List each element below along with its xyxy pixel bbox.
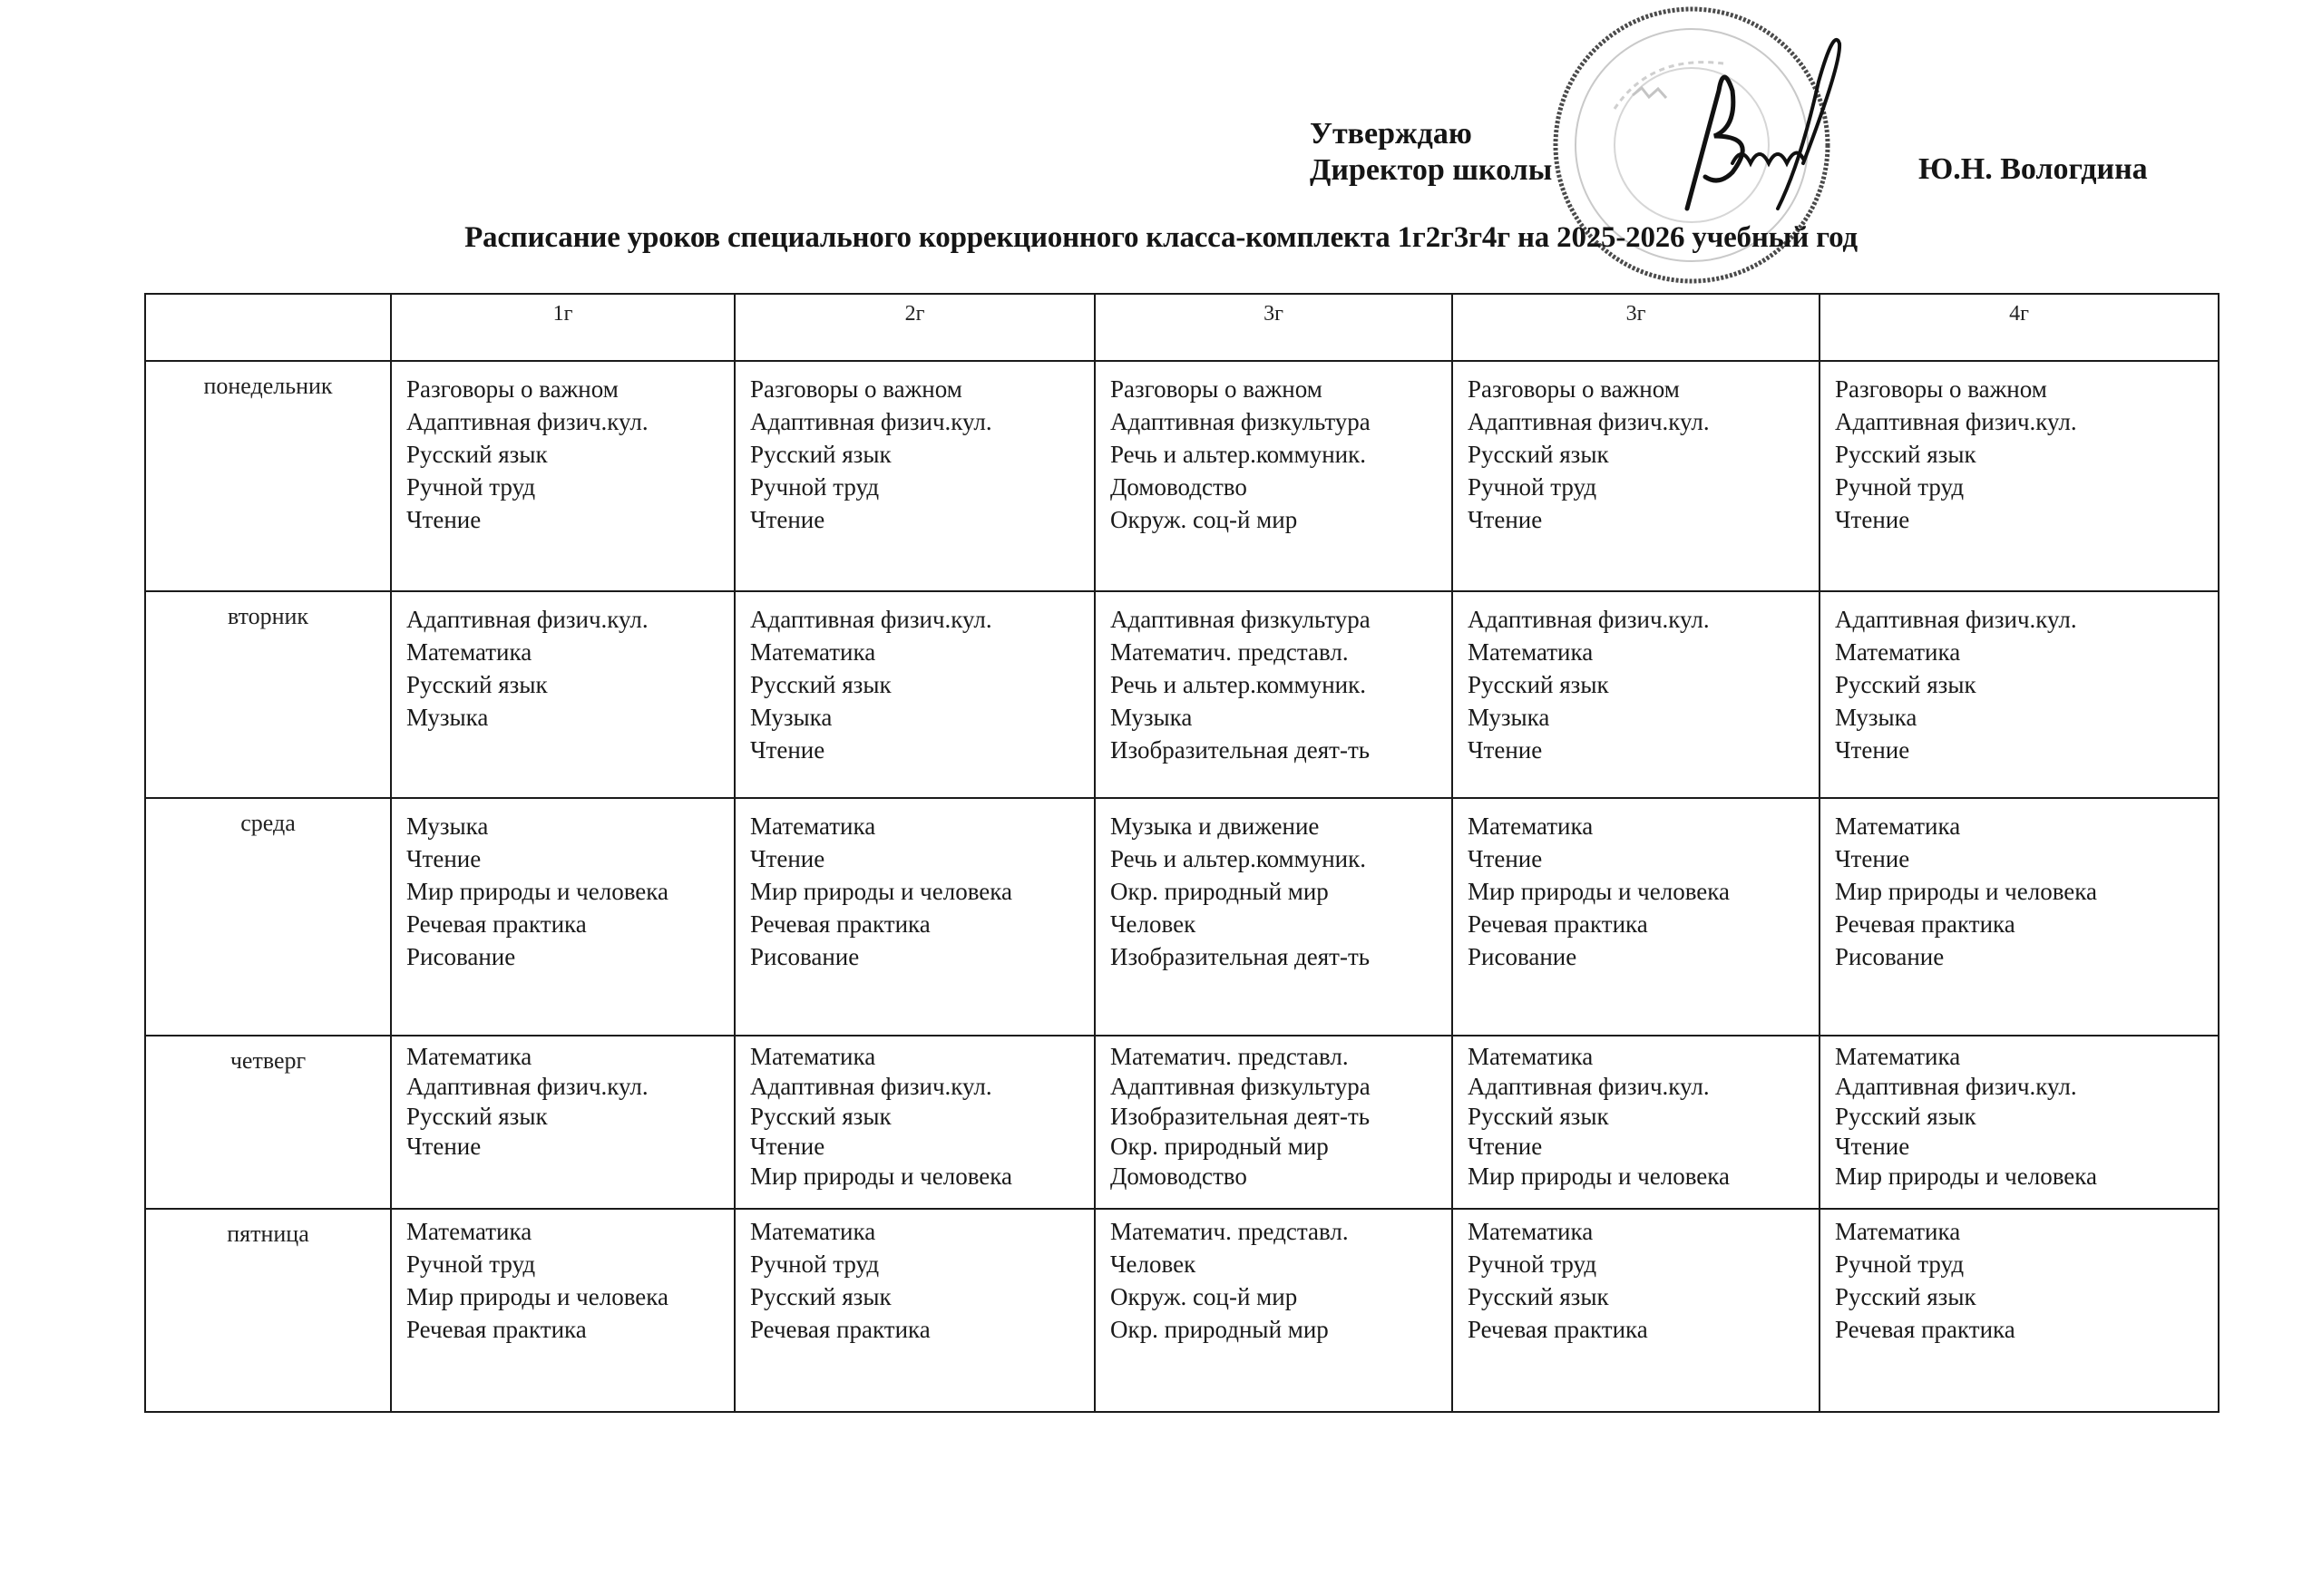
lesson-item: Музыка [406,813,489,840]
lesson-item: Адаптивная физич.кул. [1835,606,2077,633]
schedule-cell [735,591,1095,798]
lesson-item: Разговоры о важном [1468,375,1680,403]
lesson-item: Русский язык [750,671,892,698]
column-header: 3г [1095,294,1452,361]
lesson-item: Чтение [1835,1133,1910,1160]
lesson-item: Математика [1835,638,1961,666]
column-header: 3г [1452,294,1820,361]
day-label: понедельник [145,361,391,591]
schedule-cell [1820,1036,2219,1209]
lesson-item: Мир природы и человека [406,1283,668,1310]
lesson-item: Адаптивная физич.кул. [750,1073,992,1100]
schedule-cell [1095,1036,1452,1209]
lesson-item: Чтение [1835,736,1910,764]
lesson-item: Окр. природный мир [1110,1133,1329,1160]
lesson-item: Чтение [1468,506,1543,533]
lesson-item: Разговоры о важном [1110,375,1322,403]
lesson-item: Мир природы и человека [750,878,1012,905]
schedule-cell [735,798,1095,1036]
day-label: четверг [145,1036,391,1209]
lesson-item: Адаптивная физич.кул. [406,408,649,435]
table-row [145,361,2219,591]
lesson-item: Математика [750,813,876,840]
lesson-item: Музыка и движение [1110,813,1320,840]
lesson-item: Музыка [406,704,489,731]
lesson-item: Математич. представл. [1110,1218,1349,1245]
director-name: Ю.Н. Вологдина [1918,152,2148,186]
lesson-item: Адаптивная физич.кул. [1835,408,2077,435]
lesson-item: Разговоры о важном [406,375,619,403]
lesson-item: Ручной труд [750,473,880,501]
lesson-item: Окруж. соц-й мир [1110,506,1298,533]
lesson-item: Речевая практика [750,910,931,938]
schedule-cell [1095,361,1452,591]
lesson-item: Мир природы и человека [406,878,668,905]
lesson-item: Разговоры о важном [750,375,962,403]
lesson-item: Математич. представл. [1110,1043,1349,1070]
table-row [145,1209,2219,1412]
schedule-cell [391,798,735,1036]
lesson-item: Русский язык [1835,441,1976,468]
lesson-item: Музыка [750,704,833,731]
schedule-cell [391,361,735,591]
lesson-item: Человек [1110,1251,1196,1278]
schedule-cell [1095,1209,1452,1412]
lesson-item: Чтение [750,736,825,764]
schedule-cell [1452,591,1820,798]
table-row [145,591,2219,798]
schedule-cell [1452,798,1820,1036]
lesson-item: Русский язык [406,671,548,698]
schedule-cell [1095,798,1452,1036]
lesson-item: Чтение [406,506,482,533]
lesson-item: Чтение [1468,736,1543,764]
lesson-item: Чтение [1468,1133,1543,1160]
lesson-item: Окруж. соц-й мир [1110,1283,1298,1310]
lesson-item: Изобразительная деят-ть [1110,943,1371,970]
lesson-item: Русский язык [1468,441,1609,468]
lesson-item: Адаптивная физкультура [1110,408,1371,435]
lesson-item: Русский язык [1835,671,1976,698]
schedule-cell [1452,1209,1820,1412]
lesson-item: Русский язык [1468,1103,1609,1130]
lesson-item: Речевая практика [750,1316,931,1343]
table-row [145,798,2219,1036]
lesson-item: Математика [1835,1043,1961,1070]
schedule-cell [1820,798,2219,1036]
lesson-item: Адаптивная физич.кул. [1835,1073,2077,1100]
schedule-table [144,293,2220,1413]
lesson-item: Адаптивная физич.кул. [750,408,992,435]
lesson-item: Чтение [1468,845,1543,872]
lesson-item: Разговоры о важном [1835,375,2047,403]
lesson-item: Домоводство [1110,473,1247,501]
lesson-item: Рисование [750,943,860,970]
lesson-item: Чтение [1835,845,1910,872]
lesson-item: Изобразительная деят-ть [1110,736,1371,764]
director-label: Директор школы [1310,153,1553,187]
lesson-item: Музыка [1110,704,1193,731]
lesson-item: Речевая практика [1835,1316,2015,1343]
lesson-item: Чтение [1835,506,1910,533]
lesson-item: Речевая практика [1468,1316,1648,1343]
day-label: вторник [145,591,391,798]
schedule-cell [1452,1036,1820,1209]
corner-cell [145,294,391,361]
lesson-item: Речевая практика [1468,910,1648,938]
lesson-item: Музыка [1835,704,1917,731]
lesson-item: Речь и альтер.коммуник. [1110,845,1366,872]
lesson-item: Адаптивная физкультура [1110,1073,1371,1100]
schedule-cell [735,361,1095,591]
lesson-item: Ручной труд [406,473,536,501]
schedule-cell [735,1209,1095,1412]
lesson-item: Ручной труд [1468,473,1597,501]
lesson-item: Математика [406,638,532,666]
lesson-item: Рисование [1835,943,1945,970]
lesson-item: Математика [406,1218,532,1245]
day-label: среда [145,798,391,1036]
lesson-item: Адаптивная физич.кул. [1468,606,1710,633]
lesson-item: Мир природы и человека [1835,878,2097,905]
lesson-item: Ручной труд [1835,1251,1965,1278]
schedule-cell [391,1036,735,1209]
lesson-item: Ручной труд [750,1251,880,1278]
day-label: пятница [145,1209,391,1412]
lesson-item: Мир природы и человека [750,1163,1012,1190]
lesson-item: Речь и альтер.коммуник. [1110,441,1366,468]
document-title: Расписание уроков специального коррекционного класса-комплекта 1г2г3г4г на 2025-2026 учебный год [464,221,1858,254]
lesson-item: Окр. природный мир [1110,1316,1329,1343]
lesson-item: Адаптивная физич.кул. [406,606,649,633]
lesson-item: Математика [750,1043,876,1070]
lesson-item: Русский язык [750,441,892,468]
lesson-item: Математика [750,1218,876,1245]
column-header: 1г [391,294,735,361]
schedule-cell [1820,361,2219,591]
lesson-item: Адаптивная физич.кул. [750,606,992,633]
lesson-item: Адаптивная физич.кул. [1468,408,1710,435]
lesson-item: Чтение [750,1133,825,1160]
lesson-item: Математика [1835,1218,1961,1245]
lesson-item: Чтение [406,1133,482,1160]
lesson-item: Русский язык [406,441,548,468]
lesson-item: Математика [406,1043,532,1070]
lesson-item: Математика [750,638,876,666]
lesson-item: Рисование [1468,943,1577,970]
lesson-item: Русский язык [750,1103,892,1130]
lesson-item: Ручной труд [1835,473,1965,501]
schedule-cell [1820,591,2219,798]
lesson-item: Математика [1468,813,1594,840]
lesson-item: Ручной труд [406,1251,536,1278]
handwritten-signature-icon [1633,27,1850,218]
lesson-item: Чтение [750,845,825,872]
schedule-cell [1820,1209,2219,1412]
lesson-item: Математика [1468,638,1594,666]
lesson-item: Математич. представл. [1110,638,1349,666]
lesson-item: Русский язык [1835,1103,1976,1130]
schedule-cell [391,1209,735,1412]
lesson-item: Музыка [1468,704,1550,731]
lesson-item: Адаптивная физкультура [1110,606,1371,633]
lesson-item: Речевая практика [1835,910,2015,938]
column-header: 2г [735,294,1095,361]
column-header: 4г [1820,294,2219,361]
lesson-item: Мир природы и человека [1468,1163,1730,1190]
schedule-cell [391,591,735,798]
lesson-item: Русский язык [1468,671,1609,698]
lesson-item: Речь и альтер.коммуник. [1110,671,1366,698]
lesson-item: Русский язык [1468,1283,1609,1310]
lesson-item: Русский язык [406,1103,548,1130]
lesson-item: Чтение [406,845,482,872]
schedule-cell [735,1036,1095,1209]
lesson-item: Мир природы и человека [1835,1163,2097,1190]
lesson-item: Математика [1835,813,1961,840]
lesson-item: Речевая практика [406,910,587,938]
lesson-item: Математика [1468,1218,1594,1245]
lesson-item: Мир природы и человека [1468,878,1730,905]
approve-label: Утверждаю [1310,117,1472,151]
lesson-item: Русский язык [1835,1283,1976,1310]
lesson-item: Русский язык [750,1283,892,1310]
lesson-item: Ручной труд [1468,1251,1597,1278]
lesson-item: Адаптивная физич.кул. [1468,1073,1710,1100]
lesson-item: Домоводство [1110,1163,1247,1190]
lesson-item: Окр. природный мир [1110,878,1329,905]
header-row [145,294,2219,361]
schedule-cell [1095,591,1452,798]
lesson-item: Математика [1468,1043,1594,1070]
lesson-item: Речевая практика [406,1316,587,1343]
table-row [145,1036,2219,1209]
lesson-item: Человек [1110,910,1196,938]
lesson-item: Изобразительная деят-ть [1110,1103,1371,1130]
lesson-item: Адаптивная физич.кул. [406,1073,649,1100]
lesson-item: Рисование [406,943,516,970]
schedule-cell [1452,361,1820,591]
lesson-item: Чтение [750,506,825,533]
